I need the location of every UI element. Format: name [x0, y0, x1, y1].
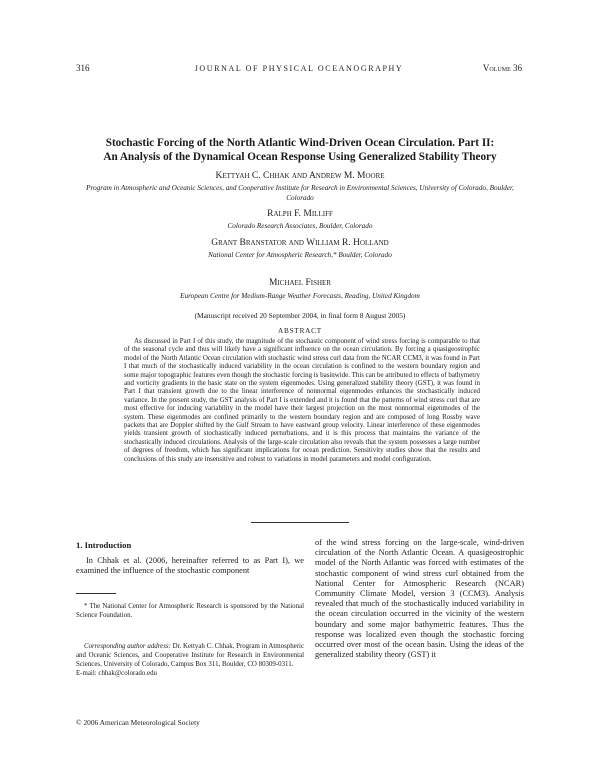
author-affiliation-3: National Center for Atmospheric Research,* Boulder, Colorado — [208, 251, 392, 259]
journal-name: JOURNAL OF PHYSICAL OCEANOGRAPHY — [194, 64, 404, 73]
footnote-divider — [76, 593, 116, 594]
abstract-text: As discussed in Part I of this study, the magnitude of the stochastic component of wind stress forcing is comparable to that of the seasonal cycle and thus will likely have a significant influence on the ocean circulation. By forcing a quasigeostrophic model of the North Atlantic Ocean circulation with stochastic wind stress curl data from the NCAR CCM3, it was found in Part I that much of the stochastically induced variability in the ocean circulation is confined to the western boundary region and some major topographic features even though the stochastic forcing is basinwide. This can be attributed to effects of bathymetry and vorticity gradients in the basic state on the system eigenmodes. Using generalized stability theory (GST), it was found in Part I that transient growth due to the linear interference of nonnormal eigenmodes enhances the stochastically induced variance. In the present study, the GST analysis of Part I is extended and it is found that the patterns of wind stress curl that are most effective for inducing variability in the model have their largest projection on the most nonnormal eigenmodes of the system. These eigenmodes are confined primarily to the western boundary region and are composed of long Rossby wave packets that are Doppler shifted by the Gulf Stream to have eastward group velocity. Linear interference of these eigenmodes yields transient growth of stochastically induced perturbations, and it is this process that maintains the variance of the stochastically induced circulations. Analysis of the large-scale circulation also reveals that the system possesses a large number of degrees of freedom, which has significant implications for ocean prediction. Sensitivity studies show that the results and conclusions of this study are insensitive and robust to variations in model parameters and model configuration. — [124, 337, 480, 463]
author-affiliation-2: Colorado Research Associates, Boulder, Colorado — [227, 222, 373, 230]
author-names-1: Kettyah C. Chhak and Andrew M. Moore — [215, 171, 385, 181]
author-affiliation-1: Program in Atmospheric and Oceanic Sciences, and Cooperative Institute for Research in Environmental Sciences, University of Colorado, Boulder, Colorado — [86, 184, 514, 202]
article-title — [80, 137, 520, 164]
corresponding-author-note — [76, 642, 304, 678]
copyright-notice: © 2006 American Meteorological Society — [76, 718, 200, 727]
manuscript-received-note: (Manuscript received 20 September 2004, in final form 8 August 2005) — [194, 311, 406, 320]
right-column — [315, 538, 524, 660]
intro-paragraph-right: of the wind stress forcing on the large-scale, wind-driven circulation of the North Atlantic Ocean. A quasigeostrophic model of the North Atlantic was forced with estimates of the stochastic component of wind stress curl obtained from the National Center for Atmospheric Research (NCAR) Community Climate Model, version 3 (CCM3). Analysis revealed that much of the stochastically induced variability in the ocean circulation occurred in the vicinity of the western boundary and some major bathymetric features. Thus the response was localized even though the stochastic forcing occurred over most of the ocean basin. Using the ideas of the generalized stability theory (GST) it — [315, 538, 524, 660]
title-line-1: Stochastic Forcing of the North Atlantic Wind-Driven Ocean Circulation. Part II: — [105, 137, 495, 149]
abstract-heading: ABSTRACT — [278, 327, 322, 335]
corresponding-author-email: E-mail: chhak@colorado.edu — [76, 670, 157, 677]
corresponding-author-address: Dr. Kettyah C. Chhak, Program in Atmospheric and Oceanic Sciences, and Cooperative Institute for Research in Environmental Sciences, University of Colorado, Campus Box 311, Boulder, CO 80309-0311. — [76, 643, 304, 668]
corresponding-author-label: Corresponding author address: — [84, 643, 171, 650]
section-divider — [251, 522, 349, 523]
title-line-2: An Analysis of the Dynamical Ocean Response Using Generalized Stability Theory — [103, 150, 497, 163]
intro-paragraph-left: In Chhak et al. (2006, hereinafter referred to as Part I), we examined the influence of the stochastic component — [76, 556, 304, 576]
page-number: 316 — [76, 63, 90, 73]
footnote-ncar: * The National Center for Atmospheric Research is sponsored by the National Science Foundation. — [76, 603, 304, 619]
author-names-4: Michael Fisher — [269, 278, 331, 288]
author-affiliation-4: European Centre for Medium-Range Weather Forecasts, Reading, United Kingdom — [180, 292, 420, 300]
section-heading-introduction: 1. Introduction — [76, 540, 132, 550]
author-names-2: Ralph F. Milliff — [267, 209, 333, 219]
volume-label: Volume 36 — [482, 63, 522, 73]
author-names-3: Grant Branstator and William R. Holland — [211, 238, 389, 248]
left-column — [76, 540, 304, 576]
running-header — [76, 63, 522, 75]
